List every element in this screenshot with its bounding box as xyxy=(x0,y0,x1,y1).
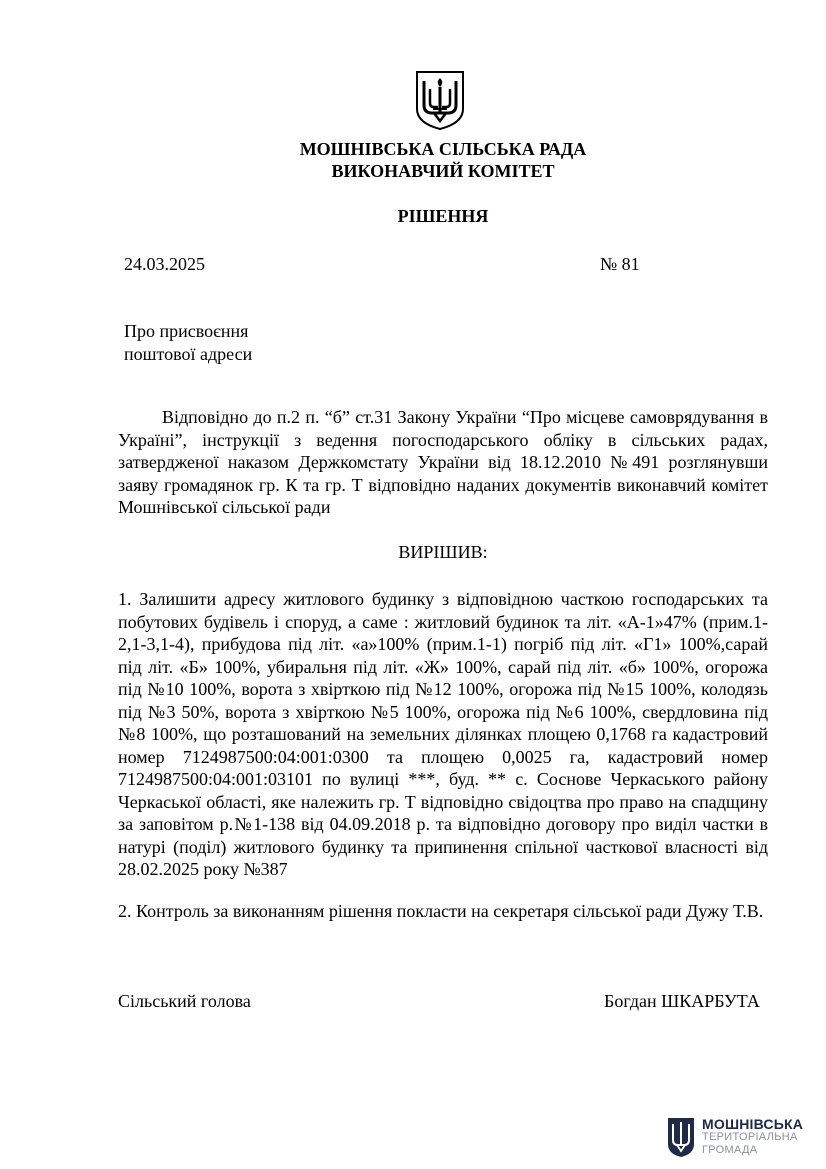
subject-line-1: Про присвоєння xyxy=(124,321,249,341)
preamble-paragraph: Відповідно до п.2 п. “б” ст.31 Закону України “Про місцеве самоврядування в Україні”, інструкції з ведення погосподарського обліку в сільських радах, затвердженої наказом Держкомстату України від 18.12.2010 №491 розглянувши заяву громадянок гр. К та гр. Т відповідно наданих документів виконавчий комітет Мошнівської сільської ради xyxy=(118,407,768,517)
logo-subtitle-1: ТЕРИТОРІАЛЬНА xyxy=(702,1130,798,1143)
decision-item-2: 2. Контроль за виконанням рішення покласти на секретаря сільської ради Дужу Т.В. xyxy=(118,901,764,921)
document-number: № 81 xyxy=(600,254,640,274)
trident-logo-icon xyxy=(666,1116,696,1158)
organization-name: МОШНІВСЬКА СІЛЬСЬКА РАДА xyxy=(299,139,587,159)
committee-name: ВИКОНАВЧИЙ КОМІТЕТ xyxy=(331,161,555,181)
decision-item-1: 1. Залишити адресу житлового будинку з відповідною часткою господарських та побутових будівель і споруд, а саме : житловий будинок та літ. «А-1»47% (прим.1-2,1-3,1-4), прибудова під літ. «а»100% (прим.1-1) погріб під літ. «Г1» 100%,сарай під літ. «Б» 100%, убиральня під літ. «Ж» 100%, сарай під літ. «б» 100%, огорожа під №10 100%, ворота з хвірткою під №12 100%, огорожа під №15 100%, колодязь під №3 50%, ворота з хвірткою №5 100%, огорожа під №6 100%, свердловина під №8 100%, що розташований на земельних ділянках площею 0,1768 га кадастровий номер 7124987500:04:001:0300 та площею 0,0025 га, кадастровий номер 7124987500:04:001:03101 по вулиці ***, буд. ** с. Соснове Черкаського району Черкаської області, яке належить гр. Т відповідно свідоцтва про право на спадщину за заповітом р.№1-138 від 04.09.2018 р. та відповідно договору про виділ частки в натурі (поділ) житлового будинку та припинення спільної часткової власності від 28.02.2025 року №387 xyxy=(118,589,768,879)
subject-line-2: поштової адреси xyxy=(124,344,253,364)
community-logo xyxy=(666,1114,816,1160)
signatory-position: Сільський голова xyxy=(118,991,251,1011)
coat-of-arms-icon xyxy=(414,69,466,131)
document-type: РІШЕННЯ xyxy=(397,206,489,226)
document-date: 24.03.2025 xyxy=(124,254,205,274)
decided-heading: ВИРІШИВ: xyxy=(398,542,488,562)
logo-subtitle-2: ГРОМАДА xyxy=(702,1143,758,1156)
logo-title: МОШНІВСЬКА xyxy=(702,1115,804,1132)
signatory-name: Богдан ШКАРБУТА xyxy=(604,991,760,1011)
